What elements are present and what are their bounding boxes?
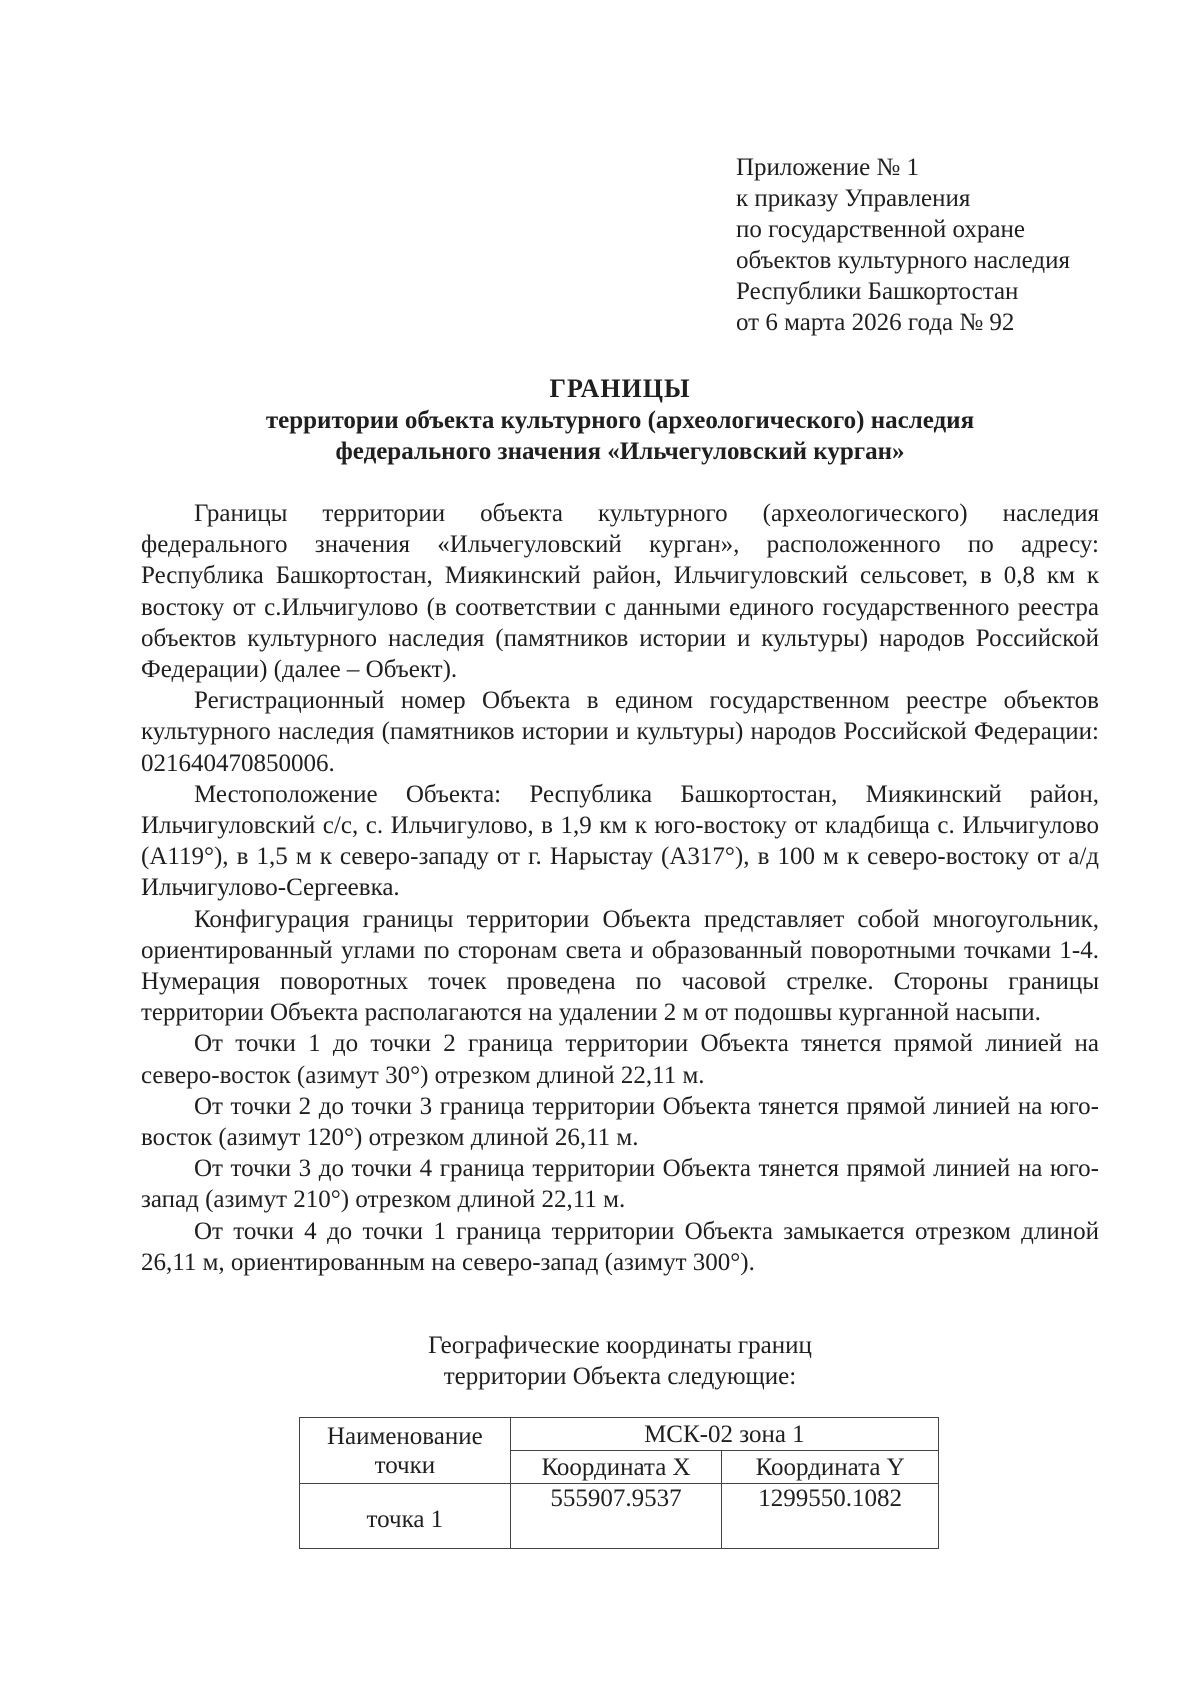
title-line-2: федерального значения «Ильчегуловский курган» bbox=[335, 438, 905, 465]
title-main: ГРАНИЦЫ bbox=[549, 374, 691, 403]
paragraph-location: Местоположение Объекта: Республика Башкортостан, Миякинский район, Ильчигуловский с/с, с. Ильчигулово, в 1,9 км к юго-востоку от кладбища с. Ильчигулово (А119°), в 1,5 м к северо-западу от г. Нарыстау (А317°), в 100 м к северо-востоку от а/д Ильчигулово-Сергеевка. bbox=[141, 780, 1099, 902]
coordinates-caption bbox=[140, 1330, 1100, 1392]
document-title bbox=[140, 373, 1100, 467]
paragraph-segment-3-4: От точки 3 до точки 4 граница территории Объекта тянется прямой линией на юго-запад (азимут 210°) отрезком длиной 22,11 м. bbox=[141, 1155, 1099, 1214]
appendix-line: к приказу Управления bbox=[736, 185, 971, 212]
coordinates-table bbox=[299, 1417, 939, 1549]
point-name-cell: точка 1 bbox=[300, 1484, 511, 1549]
header-coordinate-x: Координата X bbox=[510, 1451, 722, 1484]
table-row bbox=[300, 1484, 939, 1549]
header-coordinate-y: Координата Y bbox=[722, 1451, 939, 1484]
appendix-line: от 6 марта 2026 года № 92 bbox=[736, 309, 1015, 336]
coordinate-y-cell: 1299550.1082 bbox=[722, 1484, 939, 1549]
document-body bbox=[141, 498, 1099, 1278]
coordinates-caption-line-1: Географические координаты границ bbox=[428, 1332, 812, 1359]
appendix-line: Республики Башкортостан bbox=[736, 278, 1019, 305]
paragraph-segment-1-2: От точки 1 до точки 2 граница территории Объекта тянется прямой линией на северо-восток (азимут 30°) отрезком длиной 22,11 м. bbox=[141, 1030, 1099, 1089]
coordinates-caption-line-2: территории Объекта следующие: bbox=[443, 1363, 797, 1390]
title-line-1: территории объекта культурного (археологического) наследия bbox=[265, 407, 975, 434]
appendix-line: по государственной охране bbox=[736, 216, 1026, 243]
paragraph-registration-number: Регистрационный номер Объекта в едином государственном реестре объектов культурного наследия (памятников истории и культуры) народов Российской Федерации: 021640470850006. bbox=[141, 687, 1099, 777]
paragraph-segment-2-3: От точки 2 до точки 3 граница территории Объекта тянется прямой линией на юго-восток (азимут 120°) отрезком длиной 26,11 м. bbox=[141, 1092, 1099, 1152]
header-point-name: Наименование точки bbox=[300, 1418, 511, 1484]
appendix-line: Приложение № 1 bbox=[736, 154, 920, 181]
paragraph-boundaries: Границы территории объекта культурного (археологического) наследия федерального значения «Ильчегуловский курган», расположенного по адресу: Республика Башкортостан, Миякинский район, Ильчигуловский сельсовет, в 0,8 км к востоку от с.Ильчигулово (в соответствии с данными единого государственного реестра объектов культурного наследия (памятников истории и культуры) народов Российской Федерации) (далее – Объект). bbox=[141, 500, 1099, 684]
paragraph-configuration: Конфигурация границы территории Объекта представляет собой многоугольник, ориентированный углами по сторонам света и образованный поворотными точками 1-4. Нумерация поворотных точек проведена по часовой стрелке. Стороны границы территории Объекта располагаются на удалении 2 м от подошвы курганной насыпи. bbox=[141, 905, 1099, 1027]
paragraph-segment-4-1: От точки 4 до точки 1 граница территории Объекта замыкается отрезком длиной 26,11 м, ориентированным на северо-запад (азимут 300°). bbox=[141, 1217, 1099, 1276]
appendix-header bbox=[736, 152, 1070, 338]
appendix-line: объектов культурного наследия bbox=[736, 247, 1070, 274]
coordinate-x-cell: 555907.9537 bbox=[510, 1484, 722, 1549]
header-coordinate-system: МСК-02 зона 1 bbox=[510, 1418, 938, 1451]
